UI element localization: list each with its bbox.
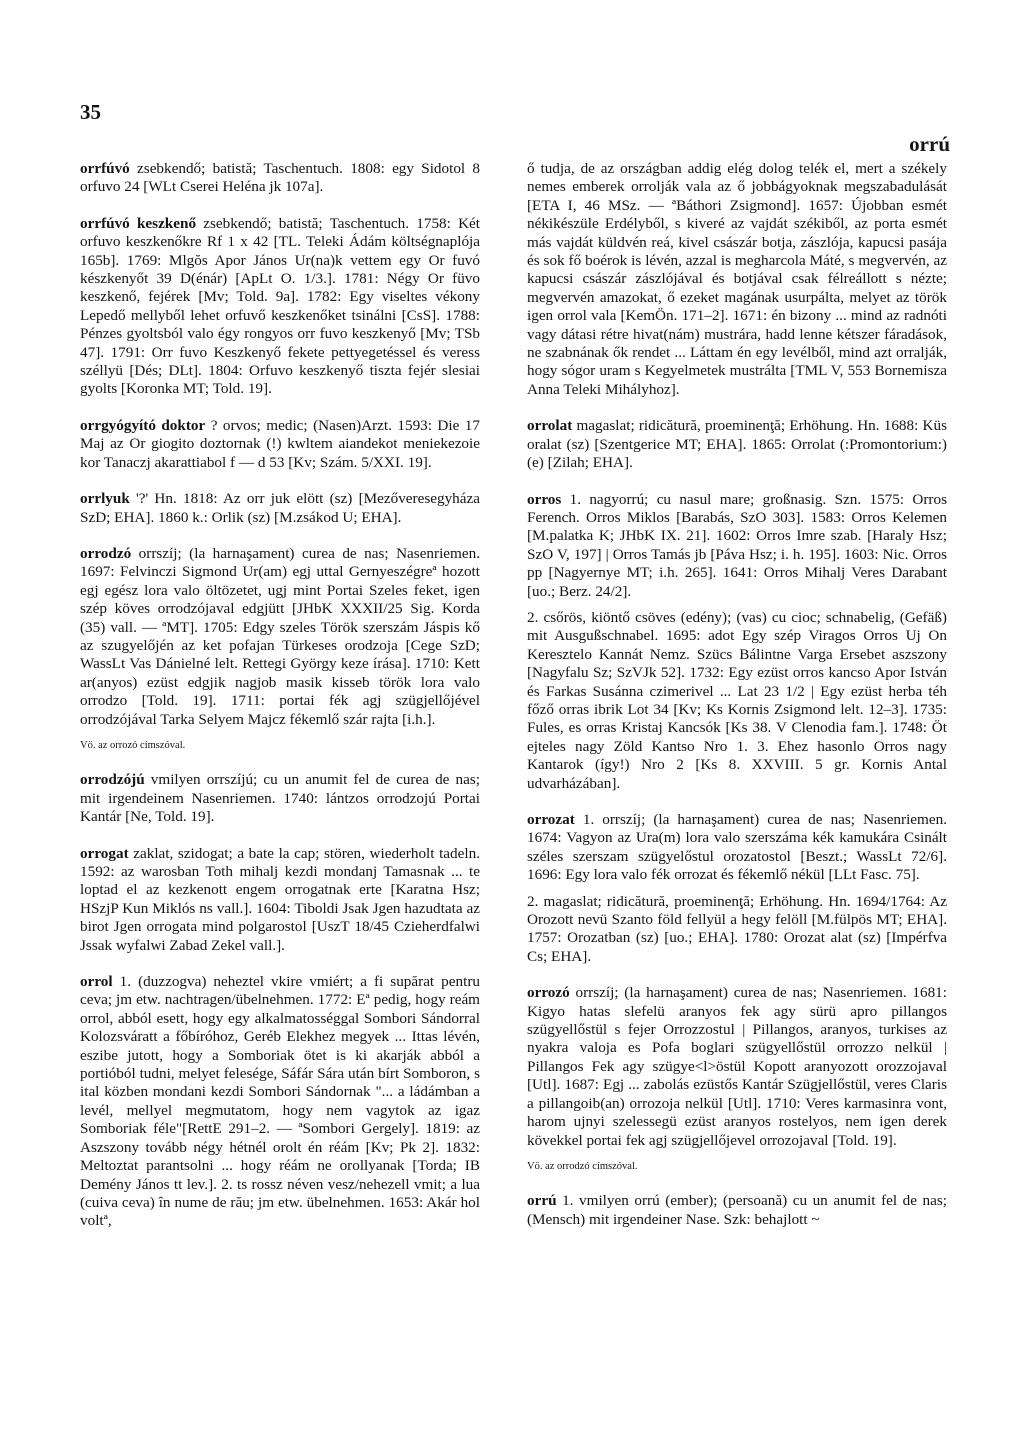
headword: orrfúvó keszkenő bbox=[80, 214, 197, 232]
entry-body: vmilyen orrszíjú; cu un anumit fel de curea de nas; mit irgendeinem Nasenriemen. 1740: lántzos orrodzojú Portai Kantár [Ne, Told. 19]. bbox=[80, 771, 480, 826]
entry-body: 1. nagyorrú; cu nasul mare; großnasig. Szn. 1575: Orros Ferench. Orros Miklos [Barabás, SzO 303]. 1583: Orros Kelemen [M.palatka K; JHbK IX. 21]. 1602: Orros Imre szab. [Haraly Hsz; SzO V, 197] | Orros Tamás jb [Páva Hsz; i. h. 195]. 1603: Nic. Orros pp [Nagyernye MT; i.h. 265]. 1641: Orros Mihalj Veres Darabant [uo.; Berz. 24/2]. bbox=[527, 490, 947, 600]
entry-body: orrszíj; (la harnaşament) curea de nas; Nasenriemen. 1697: Felvinczi Sigmond Ur(am) egj uttal Gernyeszégreª hozott egj egész lora valo öltözetet, ugj mint Portai Szeles feket, igen szép köves orrodzójaval edgjütt [JHbK XXXII/25 Sig. Korda (35) vall. — ªMT]. 1705: Edgy szeles Török szerszám Jáspis kő az szugyelőjén az ket pofajan Türkeses orodzoja [Cege SzD; WassLt Vas Dánielné lelt. Rettegi György keze írása]. 1710: Kett ar(anyos) ezüst edgjik nagjob masik kisseb török lora valo orrodzo [Told. 19]. 1711: portai fék agj szügjellőjével orrodzójával Tarka Selyem Majcz fékemlő szár rajta [i.h.]. bbox=[80, 544, 480, 728]
entry-body: 1. vmilyen orrú (ember); (persoană) cu un anumit fel de nas; (Mensch) mit irgendeiner Nase. Szk: behajlott ~ bbox=[527, 1192, 947, 1228]
entry-orrfuvo-keszkeno bbox=[80, 215, 480, 399]
right-column bbox=[527, 160, 947, 1247]
entry-body: magaslat; ridicătură, proeminenţă; Erhöhung. Hn. 1688: Küs oralat (sz) [Szentgerice MT; EHA]. 1865: Orrolat (:Promontorium:) (e) [Zilah; EHA]. bbox=[527, 417, 947, 472]
headword: orros bbox=[527, 490, 562, 508]
page-number: 35 bbox=[80, 100, 101, 124]
entry-body: 1. (duzzogva) neheztel vkire vmiért; a fi supărat pentru ceva; jm etw. nachtragen/übelnehmen. 1772: Eª pedig, hogy reám orrol, abból esett, hogy egy alkalmatosséggal Sombori Sándorral Kolozsváratt a főbíróhoz, Geréb Elekhez megyek ... Ittas lévén, eszibe jutott, hogy a Somboriak ötet is ki akarják abból a portióból tudni, melyet felesége, Sáfár Sára után bírt Somboron, s ital közben mondani kezdi Sombori Sándornak "... a ládámban a levél, mellyel megmutatom, hogy nem vagytok az igaz Somboriak féle"[RettE 291–2. — ªSombori Gergely]. 1819: az Aszszony tovább négy hétnél orolt én réám [Kv; Pk 2]. 1832: Meltoztat parantsolni ... hogy réám ne orollyanak [Torda; IB Demény János tt lev.]. 2. ts rossz néven vesz/nehezell vmit; a lua (cuiva ceva) în nume de rău; jm etw. übelnehmen. 1653: Akár hol voltª, bbox=[80, 973, 480, 1230]
entry-body: zaklat, szidogat; a bate la cap; stören, wiederholt tadeln. 1592: az warosban Toth mihalj kezdi mondanj Tamasnak ... te loptad el az kezkenott engem orrogatnak erte [Karatna Hsz; HSzjP Kun Miklós ns vall.]. 1604: Tiboldi Jsak Jgen hazudtata az birot Jgen orrogata mind polgarostol [UszT 18/45 Czieherdfalwi Jssak wyfalwi Zabad Zekel vall.]. bbox=[80, 844, 480, 954]
headword: orrozat bbox=[527, 811, 575, 828]
entry-orrozat bbox=[527, 811, 947, 885]
headword: orrlyuk bbox=[80, 490, 130, 508]
entry-orrozat-sense-2 bbox=[527, 893, 947, 967]
entry-orrlyuk bbox=[80, 490, 480, 527]
entry-orru bbox=[527, 1192, 947, 1229]
left-column bbox=[80, 160, 480, 1249]
cross-reference-note: Vö. az orrodzó címszóval. bbox=[527, 1160, 638, 1172]
headword: orrolat bbox=[527, 417, 573, 435]
entry-orrodzoju bbox=[80, 771, 480, 826]
entry-body: zsebkendő; batistă; Taschentuch. 1808: egy Sidotol 8 orfuvo 24 [WLt Cserei Heléna jk 107a]. bbox=[80, 160, 480, 196]
guide-word: orrú bbox=[909, 132, 950, 156]
entry-body: 2. csőrös, kiöntő csöves (edény); (vas) cu cioc; schnabelig, (Gefäß) mit Ausgußschnabel. 1695: adot Egy szép Viragos Orros Uj On Keresztelo Kannát Nemz. Szücs Bálintne Varga Ersebet aszszony [Nagyfalu Sz; SzVJk 52]. 1732: Egy ezüst orros kancso Apor István és Farkas Susánna czimerivel ... Lat 23 1/2 | Egy ezüst herba téh főző orras ibrik Lot 34 [Kv; Ks Kornis Zsigmond lelt. 12–3]. 1735: Fules, es orras Kristaj Kancsók [Ks 38. V Clenodia fam.]. 1748: Öt ejteles nagy Zöld Kantso Nro 1. 3. Ehez hasonlo Orros nagy Kantarok (így!) Nro 2 [Ks 8. XXVIII. 5 gr. Kornis Antal udvarházában]. bbox=[527, 608, 947, 792]
headword: orrodzójú bbox=[80, 771, 145, 789]
entry-orrol bbox=[80, 973, 480, 1231]
entry-body: 1. orrszíj; (la harnaşament) curea de nas; Nasenriemen. 1674: Vagyon az Ura(m) lora valo szerszáma kék kamukára Csinált széles szerszam szügyelőstul orozatostol [Beszt.; WassLt 72/6]. 1696: Egy lora valo fék orrozat és fékemlő nékül [LLt Fasc. 75]. bbox=[527, 811, 947, 884]
entry-orros-sense-2 bbox=[527, 609, 947, 793]
entry-body: orrszíj; (la harnaşament) curea de nas; Nasenriemen. 1681: Kigyo hatas slefelü aranyos fek agy sürü apro pillangos szügyellőstül s fejer Orrozzostul | Pillangos, aranyos, turkises az nyakra valoja es Pofa boglari szügyellőstül orrozzo nelkül | Pillangos Fek agy szügye<l>östül Kopott aranyozott orozzojaval [Utl]. 1687: Egj ... zabolás ezüstős Kantár Szügjellőstül, veres Claris a pillangoib(an) orrozoja nelkül [Utl]. 1710: Veres karmasinra vont, harom ujnyi szelessegü ezüst aranyos rostelyos, nem igen derek kövekkel portai fek agj szügjellőjevel orrozojaval [Told. 19]. bbox=[527, 984, 947, 1149]
entry-orrfuvo bbox=[80, 160, 480, 197]
headword: orrodzó bbox=[80, 544, 132, 562]
entry-orrgyogyito-doktor bbox=[80, 417, 480, 472]
entry-orrolat bbox=[527, 417, 947, 472]
headword: orrgyógyító doktor bbox=[80, 416, 206, 434]
entry-body: ő tudja, de az országban addig elég dolog telék el, mert a székely nemes emberek orrolják vala az ő jobbágyoknak megszabadulását [ETA I, 46 MSz. — ªBáthori Zsigmond]. 1657: Újobban esmét nékikészüle Erdélyből, s kiveré az vajdát székiből, az porta esmét más vajdát küldvén reá, kivel császár botja, zászlója, kapucsi pasája és sok fő boérok is lévén, azzal is megharcola Máté, s megvervén, az kapucsi császár zászlójával és botjával csak félreállott s nézte; megvervén amazokat, ő ezeket magának usurpálta, melyet az török igen orrol vala [KemÖn. 171–2]. 1671: én bizony ... mind az radnóti vagy dátasi rétre hivat(nám) mustrára, hadd lenne kétszer fáradások, ne szabnának ők rendet ... Láttam én egy levélből, mind azt orralják, hogy sógor uram s Kegyelmetek mustrálta [TML V, 553 Bornemisza Anna Teleki Mihályhoz]. bbox=[527, 160, 947, 398]
headword: orrú bbox=[527, 1192, 557, 1210]
cross-reference-note: Vö. az orrozó címszóval. bbox=[80, 739, 186, 751]
entry-orros bbox=[527, 491, 947, 601]
entry-orrozo bbox=[527, 984, 947, 1150]
entry-body: zsebkendő; batistă; Taschentuch. 1758: Két orfuvo keszkenőkre Rf 1 x 42 [TL. Teleki Ádám költségnaplója 165b]. 1769: Mlgŏs Apor János Ur(na)k vettem egy Or fuvó készkenyőt 39 D(énár) [ApLt O. 1/3.]. 1781: Négy Or füvo keszkenő, fejérek [Mv; Told. 9a]. 1782: Egy viseltes vékony Lepedő mellyből lehet orfuvő keszkenőket tsinálni [CsS]. 1788: Pénzes gyoltsból valo égy rongyos orr fuvo keszkenyő [Mv; TSb 47]. 1791: Orr fuvo Keszkenyő fekete pettyegetéssel és veress széllyü [Dés; DLt]. 1804: Orfuvo keszkenyő tiszta fejér slesiai gyolts [Koronka MT; Told. 19]. bbox=[80, 214, 480, 398]
headword: orrogat bbox=[80, 844, 129, 862]
entry-orrol-continued bbox=[527, 160, 947, 399]
entry-body: '?' Hn. 1818: Az orr juk elött (sz) [Mezőveresegyháza SzD; EHA]. 1860 k.: Orlik (sz) [M.zsákod U; EHA]. bbox=[80, 490, 480, 526]
headword: orrfúvó bbox=[80, 160, 130, 177]
entry-body: ? orvos; medic; (Nasen)Arzt. 1593: Die 17 Maj az Or giogito doztornak (!) kwltem aiandekot meniekezoie kor Tanaczj akarattiabol f — d 53 [Kv; Szám. 5/XXI. 19]. bbox=[80, 416, 480, 471]
entry-orrodzo bbox=[80, 545, 480, 729]
entry-orrogat bbox=[80, 845, 480, 955]
headword: orrozó bbox=[527, 984, 570, 1002]
headword: orrol bbox=[80, 973, 113, 991]
entry-body: 2. magaslat; ridicătură, proeminenţă; Erhöhung. Hn. 1694/1764: Az Orozott nevü Szanto föld fellyül a hegy felöll [M.fülpös MT; EHA]. 1757: Orozatban (sz) [uo.; EHA]. 1780: Orozat alat (sz) [Impérfva Cs; EHA]. bbox=[527, 892, 947, 965]
